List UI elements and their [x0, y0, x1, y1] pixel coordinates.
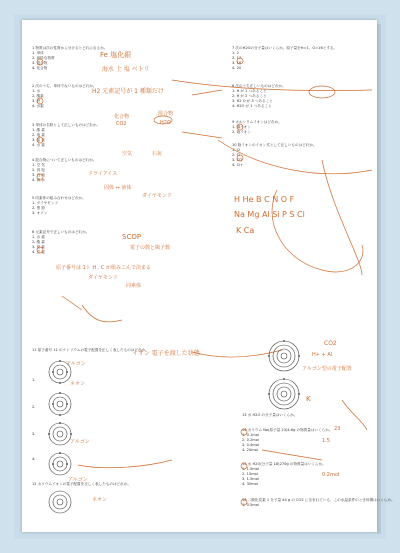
note: CO2	[116, 121, 127, 127]
note: H He B C N O F	[234, 195, 295, 204]
electron-shell-diagrams	[49, 341, 299, 513]
note: 海水 土 塩 ベトリ	[102, 66, 150, 73]
note: 固体 ⇔ 液体	[104, 185, 132, 191]
question-12: 12 カリウムイオンの電子配置を正しく表したものはどれか。	[32, 482, 131, 486]
worksheet-page	[22, 20, 395, 532]
note: CO2	[324, 340, 337, 347]
note: ネオン	[92, 497, 108, 503]
question-7: 7 次のH2Oの分子量はいくらか。原子量をH=1、O=16とする。 1. 2 2. 17 3. 18 4. 20	[232, 46, 338, 70]
question-15: 15 水 H2O(分子量 18)270g の物質量はいくらか。 1. 1.5mol 2. 15mol 3. 1.5mol 4. 30mol	[242, 462, 326, 486]
question-9: 9 カルシウムイオンはどれか。 1. 陽イオン 2. 陰イオン	[232, 120, 282, 134]
note: 空気	[122, 151, 133, 157]
question-14: 14 カリウム Na(原子量 23)4.6g の物質量はいくらか。 1. 0.1mol 2. 0.2mol 3. 0.4mol 4. 20mol	[242, 428, 333, 452]
note: H+ + Al	[312, 352, 333, 358]
note: 混合物	[158, 111, 174, 117]
question-10: 10 陰イオンのイオン式として正しいものはどれか。 1. Cl 2. Cl- 3. Cl2 4. Cl+	[232, 143, 317, 167]
question-8: 8 次のうち正しいものはどれか。 1. H が 1 つあること 2. H が 2 つあること 3. H2 O が 3 つあること 4. H2O が 1 つあること	[232, 84, 286, 108]
note: アルゴン	[68, 477, 88, 483]
note: 1.5	[322, 438, 330, 444]
note: 0.2mol	[322, 472, 340, 478]
option-label-2: 2.	[32, 405, 36, 409]
note: K Ca	[236, 226, 255, 235]
note: ネオン	[70, 381, 86, 387]
note: アルゴン	[70, 439, 90, 445]
annotation-layer	[22, 20, 377, 532]
question-2: 2 次のうち、単体でないものはどれか。 1. 水 2. 酸素 3. 鉄 4. 水素	[32, 84, 97, 108]
question-3: 3 単体の名称として正しいものはどれか。 1. 酸 素 2. 塩 素 3. 窒 素 4. 水 素	[32, 123, 101, 147]
page-shadow	[377, 24, 381, 534]
note: K	[306, 395, 311, 403]
note: 原子番号は 1ト H . C が組みこんで決まる	[56, 265, 151, 271]
note: 石灰	[152, 151, 163, 157]
note: イオン 電子を渡した状態	[132, 350, 200, 357]
question-13: 13 水 H2O の分子量はいくらか。	[242, 413, 298, 417]
note: アルゴン	[66, 361, 86, 367]
note: H2 元素記号が 1 種類だけ	[92, 88, 164, 95]
note: ダイヤモンド	[88, 275, 118, 281]
question-5: 5 同素体の組み合わせはどれか。 1. ダイヤモンド 2. 黒 鉛 3. オゾン	[32, 196, 86, 215]
note: アルゴン型の電子配置	[302, 366, 352, 372]
note: 電子の数と陽子数	[130, 245, 171, 251]
note: 同素体	[126, 283, 142, 289]
option-label-1: 1.	[32, 378, 36, 382]
question-4: 4 混合物について正しいものはどれか。 1. 空 気 2. 食 塩 3. 石 油 4. 海 水	[32, 158, 97, 182]
question-11: 11 原子番号 11 のナトリウムの電子配置を正しく表したものはどれか。	[32, 348, 149, 352]
question-16: 16 二酸化炭素 1 分子量 44 g の CO2 に含まれている、この水温条件のとき体積はいくらか。 1. 0.5mol	[242, 498, 395, 507]
note: ダイヤモンド	[142, 193, 172, 199]
note: ドライアイス	[88, 171, 118, 177]
question-1: 1 物質は次の性質から分けるとどれになるか。 1. 単体 2. 純粋な物質 3. 混合物 4. 化合物	[32, 46, 108, 70]
note: 23	[334, 426, 341, 432]
option-label-3: 3.	[32, 432, 36, 436]
note: H2O	[160, 120, 171, 126]
note: SCOP	[122, 233, 142, 241]
note: Fe 塩化銀	[100, 51, 132, 59]
question-6: 6 元素記号で正しいものはどれか。 1. 水 素 2. 酸 素 3. 窒 素 4. 炭 素	[32, 230, 90, 254]
note: 化合物	[114, 114, 130, 120]
option-label-4: 4.	[32, 457, 36, 461]
note: Na Mg Al Si P S Cl	[234, 210, 305, 219]
